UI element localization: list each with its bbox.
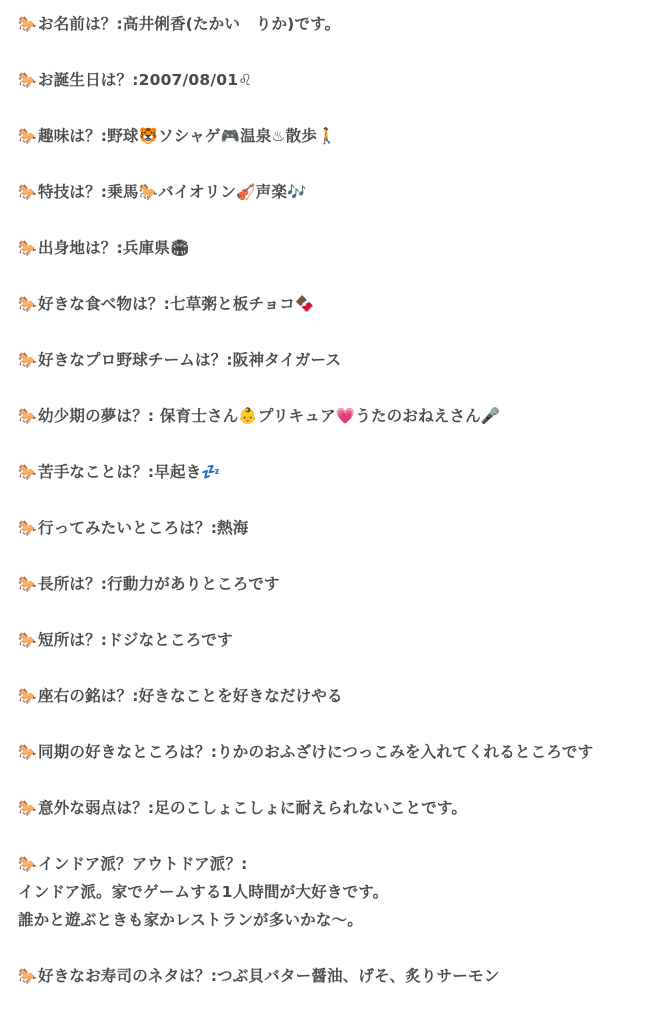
profile-item-skill [18,178,648,206]
profile-item-text: 短所は？:ドジなところです [38,631,233,649]
horse-icon: 🐎 [18,687,37,705]
profile-item-text: 同期の好きなところは？:りかのおふざけにつっこみを入れてくれるところです [38,743,594,761]
profile-item-weakness [18,458,648,486]
horse-icon: 🐎 [18,127,37,145]
profile-item-text: 出身地は？:兵庫県🏟 [38,239,190,257]
profile-item-text: 長所は？:行動力がありところです [38,575,280,593]
profile-item-birthday [18,66,648,94]
horse-icon: 🐎 [18,799,37,817]
profile-answer-line: インドア派。家でゲームする1人時間が大好きです。 [18,883,389,901]
profile-item-sushi [18,962,648,990]
profile-item-text: 苦手なことは？:早起き💤 [38,463,221,481]
profile-item-shortcoming [18,626,648,654]
profile-item-text: インドア派？アウトドア派？: [38,855,248,873]
horse-icon: 🐎 [18,15,37,33]
horse-icon: 🐎 [18,631,37,649]
horse-icon: 🐎 [18,855,37,873]
profile-item-text: お名前は？:高井俐香(たかい りか)です。 [38,15,341,33]
horse-icon: 🐎 [18,519,37,537]
profile-item-indoor-outdoor [18,850,648,934]
profile-item-strength [18,570,648,598]
horse-icon: 🐎 [18,71,37,89]
profile-item-text: 好きな食べ物は？:七草粥と板チョコ🍫 [38,295,315,313]
horse-icon: 🐎 [18,575,37,593]
profile-item-want-to-visit [18,514,648,542]
horse-icon: 🐎 [18,463,37,481]
profile-item-text: 好きなプロ野球チームは？:阪神タイガース [38,351,342,369]
profile-item-text: 行ってみたいところは？:熱海 [38,519,249,537]
profile-item-unexpected-weakness [18,794,648,822]
profile-item-text: お誕生日は？:2007/08/01♌ [38,71,253,89]
profile-item-hometown [18,234,648,262]
profile-answer-line: 誰かと遊ぶときも家かレストランが多いかな〜。 [18,911,363,929]
profile-item-motto [18,682,648,710]
profile-item-text: 幼少期の夢は？: 保育士さん👶プリキュア💗うたのおねえさん🎤 [38,407,501,425]
profile-item-childhood-dream [18,402,648,430]
profile-item-peers [18,738,648,766]
horse-icon: 🐎 [18,743,37,761]
horse-icon: 🐎 [18,967,37,985]
profile-item-text: 意外な弱点は？:足のこしょこしょに耐えられないことです。 [38,799,468,817]
horse-icon: 🐎 [18,295,37,313]
profile-item-name [18,10,648,38]
horse-icon: 🐎 [18,351,37,369]
horse-icon: 🐎 [18,183,37,201]
profile-item-hobby [18,122,648,150]
profile-list [18,10,648,1018]
horse-icon: 🐎 [18,239,37,257]
horse-icon: 🐎 [18,407,37,425]
profile-item-text: 趣味は？:野球🐯ソシャゲ🎮温泉♨散歩🚶 [38,127,337,145]
profile-item-text: 特技は？:乗馬🐎バイオリン🎻声楽🎶 [38,183,307,201]
profile-item-baseball-team [18,346,648,374]
profile-item-favorite-food [18,290,648,318]
profile-item-question [18,850,648,878]
profile-item-text: 座右の銘は？:好きなことを好きなだけやる [38,687,343,705]
profile-item-text: 好きなお寿司のネタは？:つぶ貝バター醤油、げそ、炙りサーモン [38,967,500,985]
